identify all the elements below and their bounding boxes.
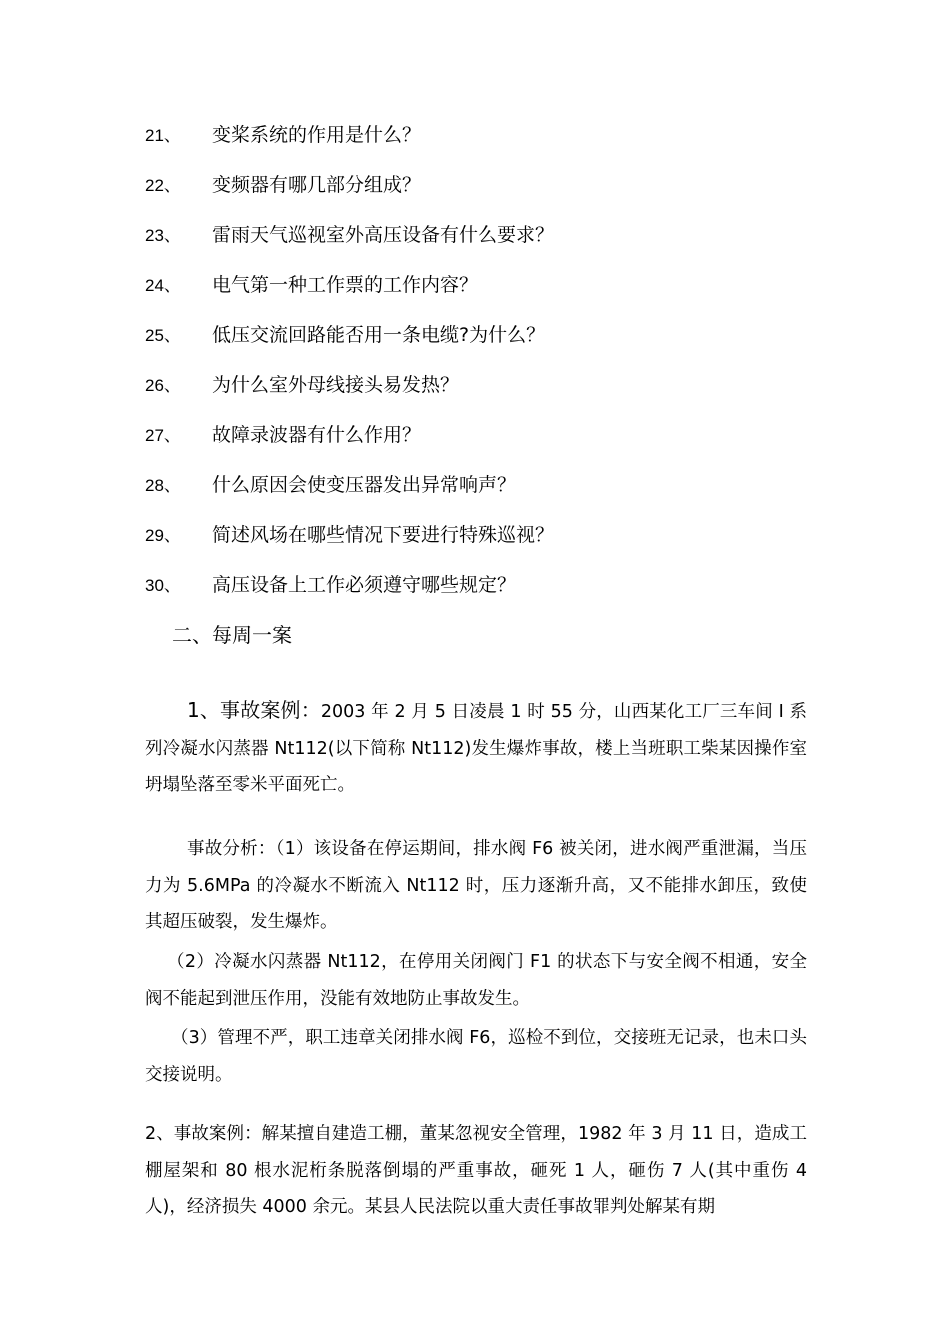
question-item [145, 570, 516, 600]
question-text: 变频器有哪几部分组成？ [212, 174, 422, 196]
question-number: 28、 [145, 476, 181, 495]
question-text: 变桨系统的作用是什么？ [212, 124, 422, 146]
question-text: 高压设备上工作必须遵守哪些规定？ [212, 574, 517, 596]
analysis-paragraph-3: （3）管理不严，职工违章关闭排水阀 F6，巡检不到位，交接班无记录，也未口头交接说明。 [145, 1028, 807, 1085]
question-text: 为什么室外母线接头易发热？ [212, 374, 460, 396]
question-item [145, 170, 421, 200]
question-number: 23、 [145, 226, 181, 245]
case-1-paragraph [145, 692, 807, 804]
question-text: 什么原因会使变压器发出异常响声？ [212, 474, 517, 496]
question-item [145, 470, 516, 500]
question-number: 22、 [145, 176, 181, 195]
question-number: 21、 [145, 126, 181, 145]
question-item [145, 270, 478, 300]
question-text: 故障录波器有什么作用？ [212, 424, 422, 446]
question-number: 30、 [145, 576, 181, 595]
question-text: 雷雨天气巡视室外高压设备有什么要求？ [212, 224, 555, 246]
question-number: 25、 [145, 326, 181, 345]
section-heading: 二、每周一案 [172, 623, 292, 647]
case-2-paragraph: 2、事故案例：解某擅自建造工棚，董某忽视安全管理，1982 年 3 月 11 日，造成工棚屋架和 80 根水泥桁条脱落倒塌的严重事故，砸死 1 人，砸伤 7 人(其中重伤 4 人)，经济损失 4000 余元。某县人民法院以重大责任事故罪判处解某有期 [145, 1124, 807, 1217]
question-text: 电气第一种工作票的工作内容？ [212, 274, 479, 296]
question-number: 26、 [145, 376, 181, 395]
case-1-text: 2003 年 2 月 5 日凌晨 1 时 55 分，山西某化工厂三车间 I 系列冷凝水闪蒸器 Nt112(以下简称 Nt112)发生爆炸事故，楼上当班职工柴某因操作室坍塌坠落至零米平面死亡。 [145, 702, 807, 795]
question-item [145, 120, 421, 150]
analysis-paragraph-1: 事故分析：（1）该设备在停运期间，排水阀 F6 被关闭，进水阀严重泄漏，当压力为 5.6MPa 的冷凝水不断流入 Nt112 时，压力逐渐升高，又不能排水卸压，致使其超压破裂，发生爆炸。 [145, 839, 807, 932]
question-item [145, 420, 421, 450]
question-number: 29、 [145, 526, 181, 545]
question-number: 24、 [145, 276, 181, 295]
question-item [145, 520, 554, 550]
analysis-paragraph-2: （2）冷凝水闪蒸器 Nt112，在停用关闭阀门 F1 的状态下与安全阀不相通，安全阀不能起到泄压作用，没能有效地防止事故发生。 [145, 952, 807, 1009]
case-1-lead: 1、事故案例： [187, 698, 321, 722]
question-number: 27、 [145, 426, 181, 445]
question-item [145, 370, 459, 400]
question-text: 简述风场在哪些情况下要进行特殊巡视？ [212, 524, 555, 546]
question-item [145, 220, 554, 250]
question-text: 低压交流回路能否用一条电缆?为什么？ [212, 324, 546, 346]
question-item [145, 320, 545, 350]
